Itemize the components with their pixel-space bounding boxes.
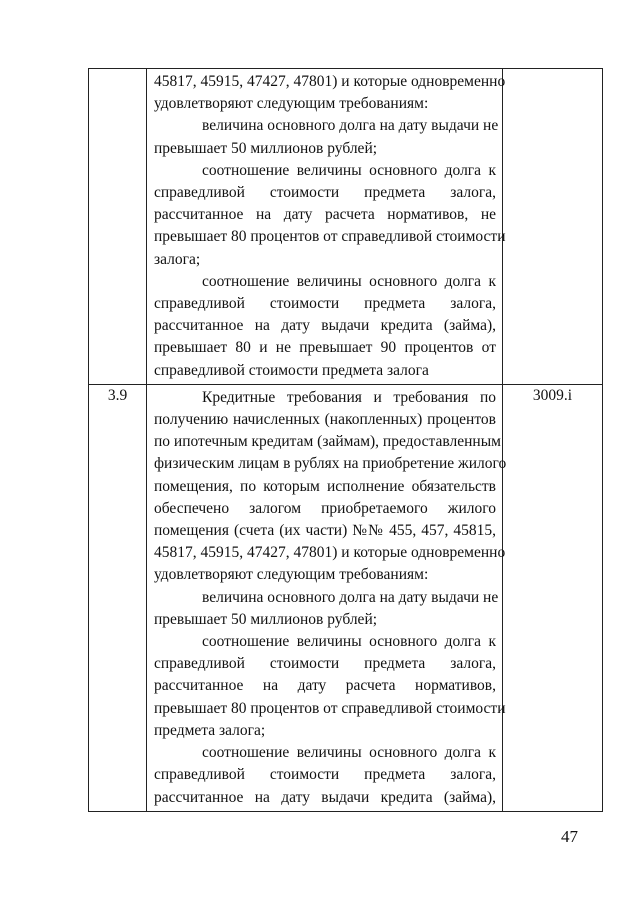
row-text-cell [147, 69, 506, 385]
text-line: соотношение величины основного долга к [202, 272, 496, 290]
text-line: соотношение величины основного долга к [202, 633, 496, 651]
text-line: превышает 80 процентов от справедливой стоимости [154, 699, 506, 717]
text-line: получению начисленных (накопленных) процентов [154, 411, 496, 429]
text-line: удовлетворяют следующим требованиям: [154, 566, 429, 584]
regulation-table [88, 68, 603, 812]
text-line: превышает 50 миллионов рублей; [154, 610, 378, 628]
text-line: справедливой стоимости предмета залога, [154, 655, 496, 673]
text-line: удовлетворяют следующим требованиям: [154, 95, 429, 113]
text-line: превышает 50 миллионов рублей; [154, 139, 378, 157]
text-line: соотношение величины основного долга к [202, 744, 496, 762]
text-line: предмета залога; [154, 721, 266, 739]
text-line: соотношение величины основного долга к [202, 161, 496, 179]
row-code-cell: 3009.i [503, 384, 603, 811]
text-line: справедливой стоимости предмета залога, [154, 184, 496, 202]
text-line: 45817, 45915, 47427, 47801) и которые одновременно [154, 73, 506, 90]
row-number-cell [89, 69, 147, 385]
text-line: превышает 80 и не превышает 90 процентов от [154, 339, 496, 357]
text-line: величина основного долга на дату выдачи не [202, 588, 499, 606]
row-number-cell: 3.9 [89, 384, 147, 811]
text-line: 45817, 45915, 47427, 47801) и которые одновременно [154, 544, 506, 562]
text-line: справедливой стоимости предмета залога, [154, 766, 496, 784]
text-line: рассчитанное на дату выдачи кредита (займа), [154, 788, 496, 806]
row-code-cell [503, 69, 603, 385]
table-row [89, 69, 603, 385]
row-text-cell [147, 384, 507, 811]
text-line: Кредитные требования и требования по [202, 388, 496, 406]
text-line: величина основного долга на дату выдачи не [202, 117, 499, 135]
text-line: залога; [154, 250, 201, 268]
text-line: обеспечено залогом приобретаемого жилого [154, 499, 496, 517]
text-line: превышает 80 процентов от справедливой стоимости [154, 228, 506, 246]
table-row [89, 384, 603, 811]
text-line: рассчитанное на дату расчета нормативов, не [154, 206, 496, 224]
text-line: помещения, по которым исполнение обязательств [154, 477, 496, 495]
text-line: рассчитанное на дату выдачи кредита (займа), [154, 317, 496, 335]
text-line: по ипотечным кредитам (займам), предоставленным [154, 433, 501, 451]
text-line: справедливой стоимости предмета залога [154, 361, 429, 379]
text-line: справедливой стоимости предмета залога, [154, 295, 496, 313]
text-line: помещения (счета (их части) №№ 455, 457, 45815, [154, 522, 496, 540]
text-line: физическим лицам в рублях на приобретение жилого [154, 455, 507, 473]
text-line: рассчитанное на дату расчета нормативов, [154, 677, 496, 695]
page-number: 47 [561, 827, 578, 846]
